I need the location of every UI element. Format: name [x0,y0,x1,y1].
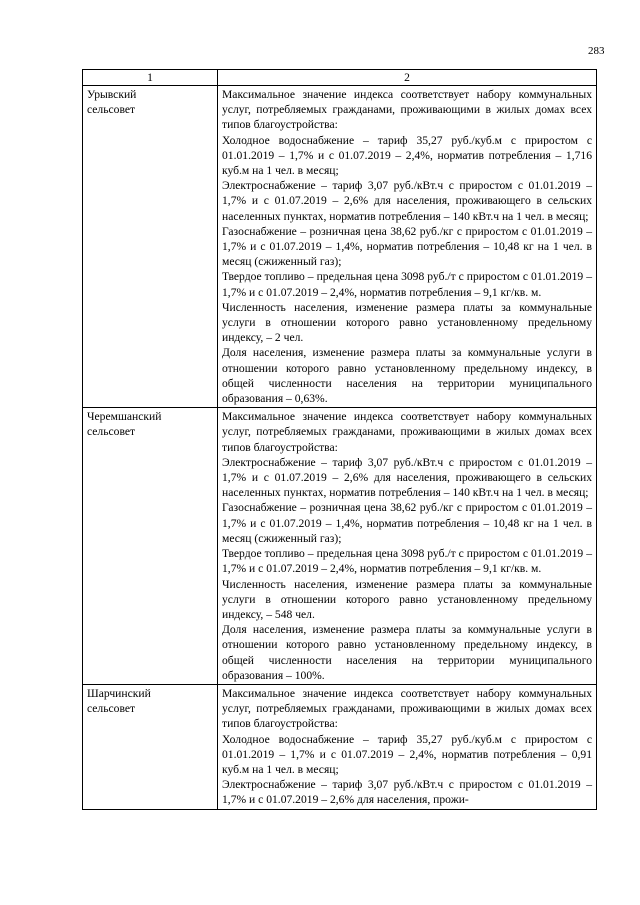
municipality-name: Черемшанский сельсовет [83,408,218,685]
description-paragraph: Газоснабжение – розничная цена 38,62 руб./кг с приростом с 01.01.2019 – 1,7% и с 01.07.2019 – 1,4%, норматив потребления – 10,48 кг на 1 чел. в месяц (сжиженный газ); [222,501,592,545]
municipality-name: Шарчинский сельсовет [83,684,218,809]
index-description [218,86,597,408]
description-paragraph: Электроснабжение – тариф 3,07 руб./кВт.ч с приростом с 01.01.2019 – 1,7% и с 01.07.2019 – 2,6% для населения, проживающего в сельских населенных пунктах, норматив потребления – 140 кВт.ч на 1 чел. в месяц; [222,179,592,223]
municipality-name: Урывский сельсовет [83,86,218,408]
description-paragraph: Электроснабжение – тариф 3,07 руб./кВт.ч с приростом с 01.01.2019 – 1,7% и с 01.07.2019 – 2,6% для населения, проживающего в сельских населенных пунктах, норматив потребления – 140 кВт.ч на 1 чел. в месяц; [222,455,592,500]
description-paragraph: Численность населения, изменение размера платы за коммунальные услуги в отношении которого равно установленному предельному индексу, – 548 чел. [222,577,592,621]
table-row [83,408,597,685]
description-paragraph: Твердое топливо – предельная цена 3098 руб./т с приростом с 01.01.2019 – 1,7% и с 01.07.2019 – 2,4%, норматив потребления – 9,1 кг/кв. м. [222,270,592,299]
description-paragraph: Холодное водоснабжение – тариф 35,27 руб./куб.м с приростом с 01.01.2019 – 1,7% и с 01.07.2019 – 2,4%, норматив потребления – 0,91 куб.м на 1 чел. в месяц; [222,732,592,776]
description-paragraph: Твердое топливо – предельная цена 3098 руб./т с приростом с 01.01.2019 – 1,7% и с 01.07.2019 – 2,4%, норматив потребления – 9,1 кг/кв. м. [222,547,592,576]
index-description [218,408,597,685]
description-paragraph: Численность населения, изменение размера платы за коммунальные услуги в отношении которого равно установленному предельному индексу, – 2 чел. [222,300,592,345]
description-paragraph: Максимальное значение индекса соответствует набору коммунальных услуг, потребляемых гражданами, проживающими в жилых домах всех типов благоустройства: [222,686,592,731]
page-number: 283 [588,45,605,57]
table-row [83,86,597,408]
description-paragraph: Максимальное значение индекса соответствует набору коммунальных услуг, потребляемых гражданами, проживающими в жилых домах всех типов благоустройства: [222,88,592,132]
header-col-1: 1 [83,70,218,86]
index-description [218,684,597,809]
description-paragraph: Электроснабжение – тариф 3,07 руб./кВт.ч с приростом с 01.01.2019 – 1,7% и с 01.07.2019 – 2,6% для населения, прожи- [222,778,592,807]
table-header-row [83,70,597,86]
description-paragraph: Максимальное значение индекса соответствует набору коммунальных услуг, потребляемых гражданами, проживающими в жилых домах всех типов благоустройства: [222,410,592,454]
description-paragraph: Доля населения, изменение размера платы за коммунальные услуги в отношении которого равно установленному предельному индексу, в общей численности населения на территории муниципального образования – 0,63%. [222,346,592,406]
description-paragraph: Доля населения, изменение размера платы за коммунальные услуги в отношении которого равно установленному предельному индексу, в общей численности населения на территории муниципального образования – 100%. [222,623,592,682]
description-paragraph: Газоснабжение – розничная цена 38,62 руб./кг с приростом с 01.01.2019 – 1,7% и с 01.07.2019 – 1,4%, норматив потребления – 10,48 кг на 1 чел. в месяц (сжиженный газ); [222,224,592,269]
header-col-2: 2 [218,70,597,86]
table-body [83,86,597,810]
table-row [83,684,597,809]
tariff-table [82,69,597,810]
description-paragraph: Холодное водоснабжение – тариф 35,27 руб./куб.м с приростом с 01.01.2019 – 1,7% и с 01.07.2019 – 2,4%, норматив потребления – 1,716 куб.м на 1 чел. в месяц; [222,133,592,178]
